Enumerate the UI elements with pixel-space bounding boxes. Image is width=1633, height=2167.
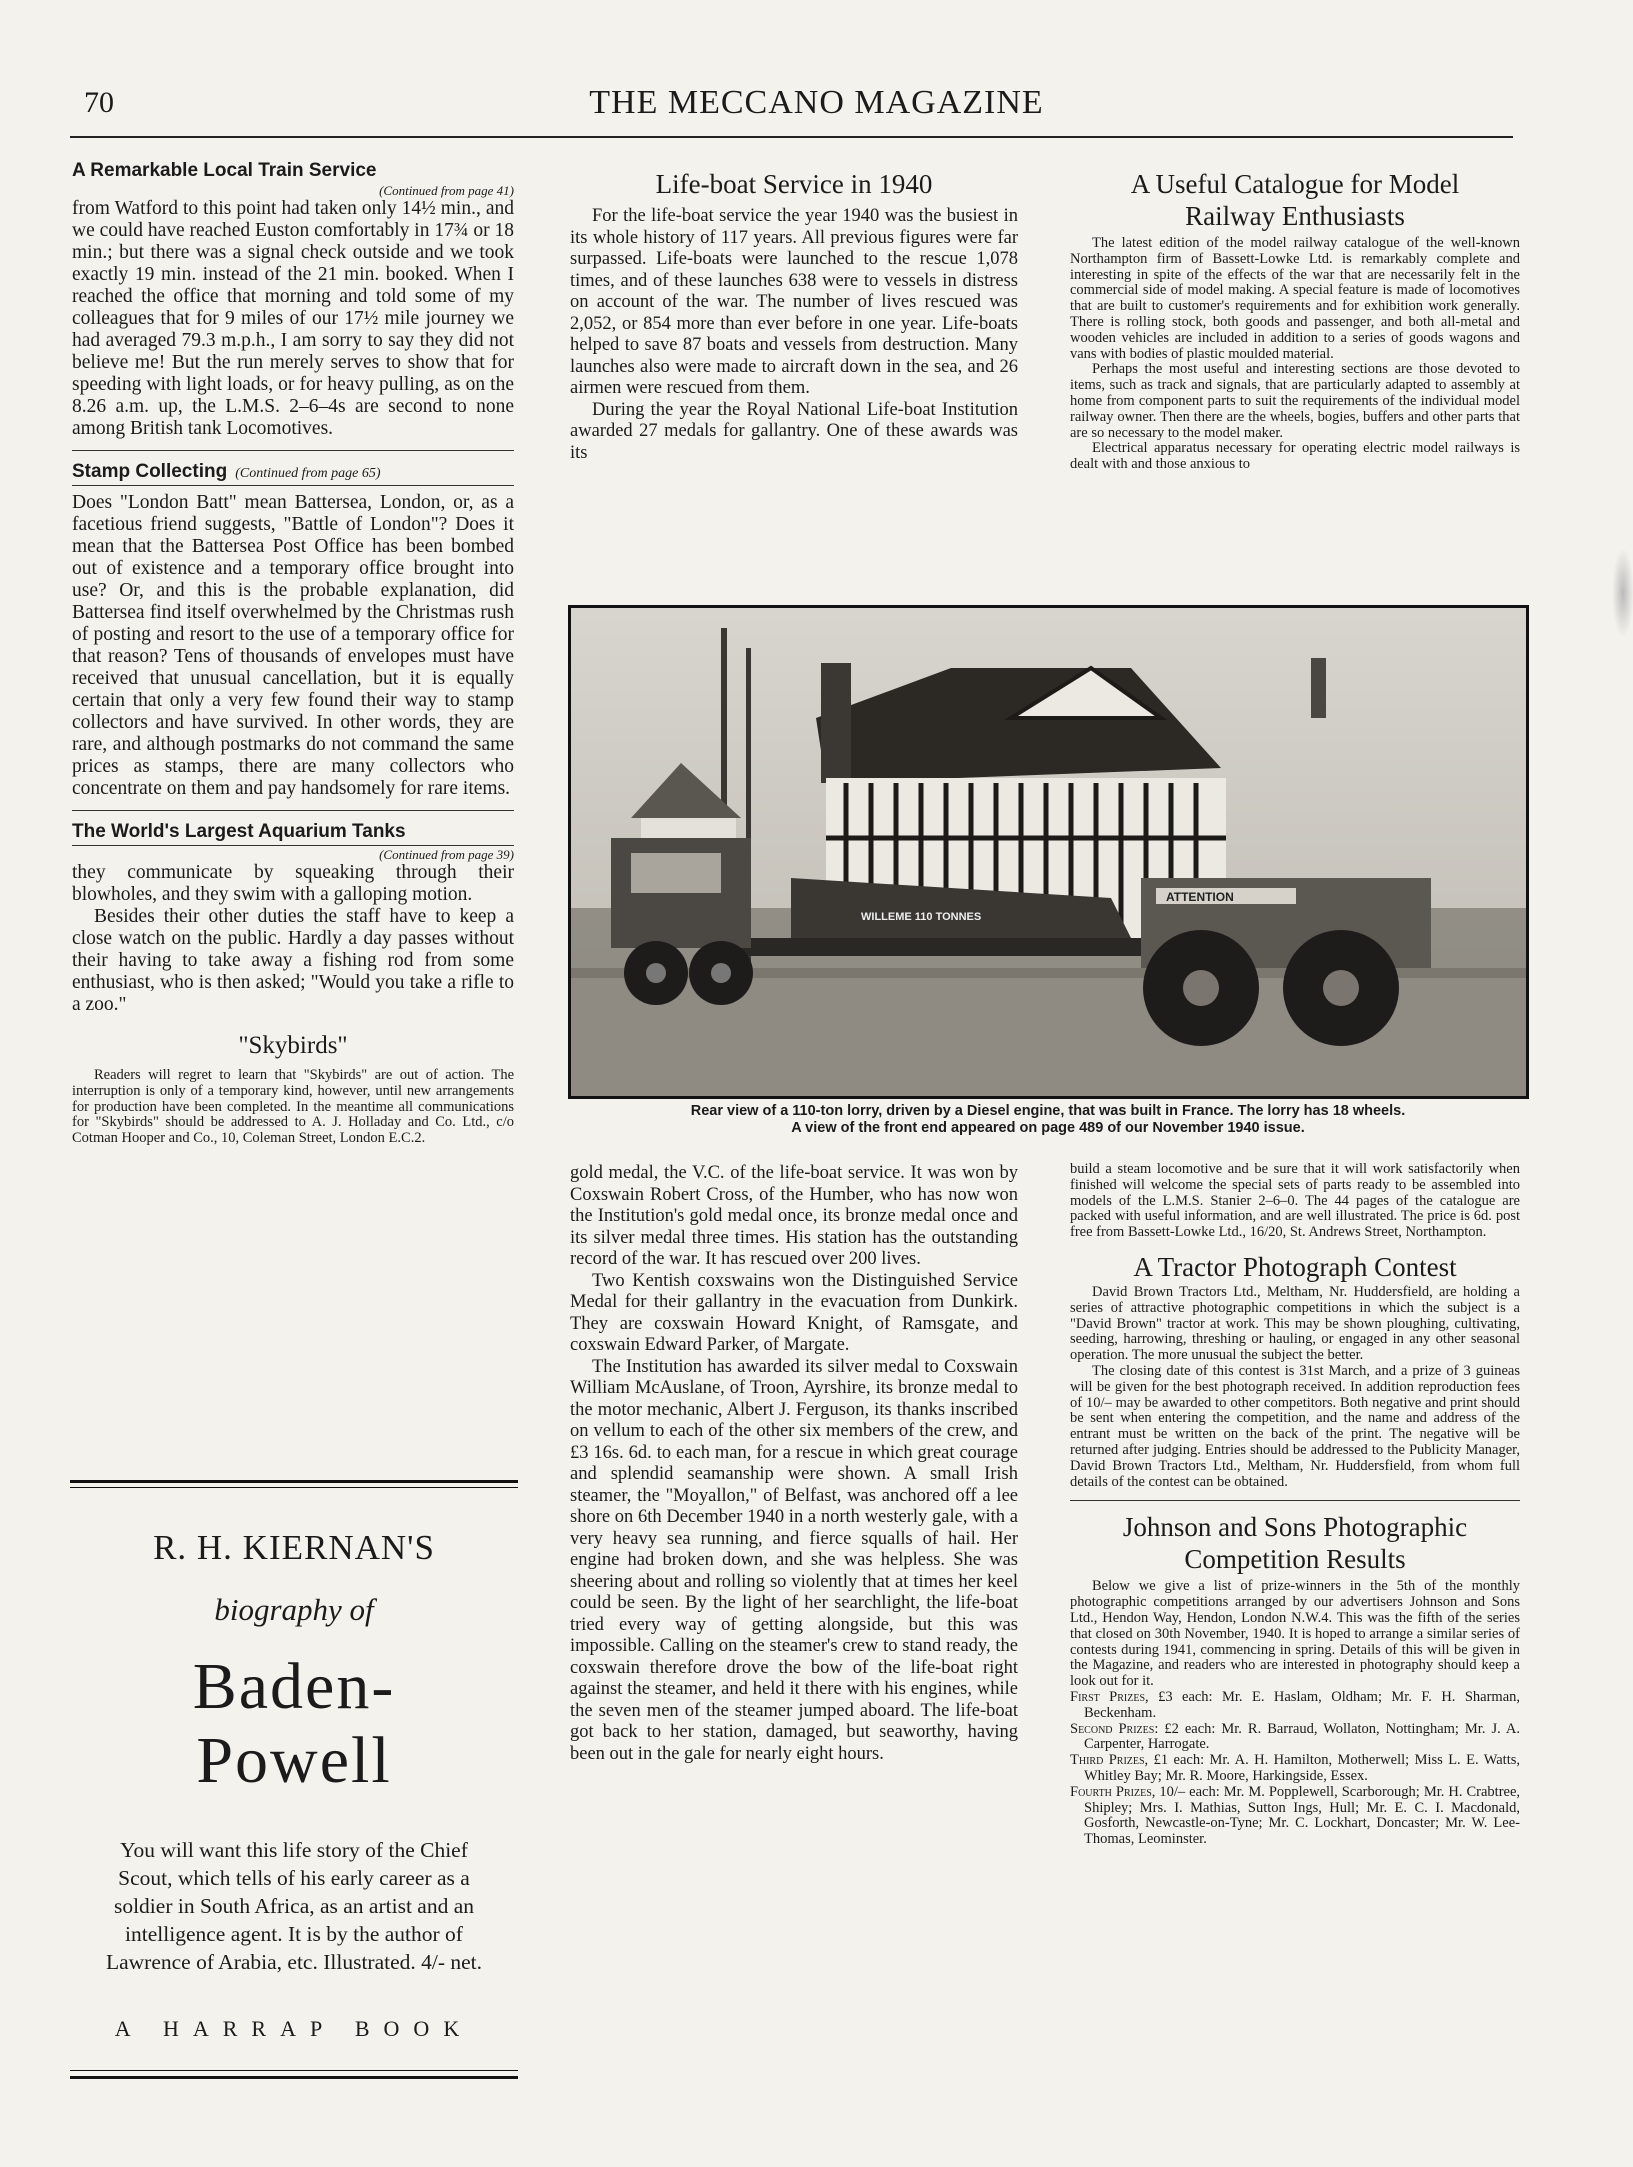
aquarium-title-rule [72,845,514,846]
train-service-continued: (Continued from page 41) [379,183,514,198]
advert-rule-bottom-thin [70,2070,518,2071]
aquarium-title: The World's Largest Aquarium Tanks [72,821,406,842]
aquarium-para-2: Besides their other duties the staff have to keep a close watch on the public. Hardly a day passes without their having to take away a fishing rod from some enthusiast, who is then asked; "Would you take a rifle to a zoo." [72,906,514,1015]
prize-text: 10/– each: Mr. M. Popplewell, Scarborough; Mr. H. Crabtree, Shipley; Mrs. I. Mathias, Sutton Ings, Hull; Mr. E. C. I. Macdonald, Gosforth, Newcastle-on-Tyne; Mr. C. Lockhart, Doncaster; Mr. W. Lee-Thomas, Leominster. [1084,1783,1521,1848]
aquarium-continued: (Continued from page 39) [379,847,514,862]
prize-label: Third Prizes, [1070,1752,1149,1769]
catalogue-article [1070,168,1520,473]
prize-label: Fourth Prizes, [1070,1783,1156,1800]
lifeboat-article-continued [570,1163,1018,1765]
lifeboat-para-1: For the life-boat service the year 1940 was the busiest in its whole history of 117 years. All previous figures were far surpassed. Life-boats were launched to the rescue 1,078 times, and of these launches 638 were to vessels in distress on account of the war. The number of lives rescued was 2,052, or 854 more than ever before in one year. Life-boats helped to save 87 boats and vessels from destruction. Many launches also were made to aircraft down in the sea, and 26 airmen were rescued from them. [570,206,1018,398]
stamp-collecting-title-text: Stamp Collecting [72,461,228,482]
prize-list [1070,1690,1520,1848]
lifeboat-para-4: Two Kentish coxswains won the Distinguished Service Medal for their gallantry in the evacuation from Dunkirk. They are coxswain Howard Knight, of Ramsgate, and coxswain Edward Parker, of Margate. [570,1270,1018,1355]
johnson-title-line2: Competition Results [1184,1544,1406,1575]
johnson-article [1070,1511,1520,1848]
page-number: 70 [84,86,114,119]
tractor-article [1070,1251,1520,1490]
johnson-title-line1: Johnson and Sons Photographic [1122,1512,1468,1543]
catalogue-para-4: build a steam locomotive and be sure that it will work satisfactorily when finished will welcome the special sets of parts ready to be assembled into models of the L.M.S. Stanier 2–6–0. The 44 pages of the catalogue are packed with useful information, and are well illustrated. The price is 6d. post free from Bassett-Lowke Ltd., 16/20, St. Andrews Street, Northampton. [1070,1161,1520,1241]
magazine-title: THE MECCANO MAGAZINE [589,84,1044,121]
section-divider [72,810,514,811]
advert-biography-label: biography of [214,1592,374,1627]
prize-entry [1070,1690,1520,1722]
skybirds-title: "Skybirds" [238,1032,348,1059]
left-column [72,160,514,1147]
photo-caption-line1: Rear view of a 110-ton lorry, driven by a Diesel engine, that was built in France. The lorry has 18 wheels. [690,1103,1406,1119]
catalogue-title-line2: Railway Enthusiasts [1185,201,1405,231]
catalogue-para-3: Electrical apparatus necessary for operating electric model railways is dealt with and those anxious to [1070,440,1520,473]
johnson-intro: Below we give a list of prize-winners in the 5th of the monthly photographic competitions arranged by our advertisers Johnson and Sons Ltd., Hendon Way, Hendon, London N.W.4. This was the fifth of the series that closed on 30th November, 1940. It is hoped to arrange a similar series of contests during 1941, commencing in spring. Details of this will be given in the Magazine, and readers who are interested in photography should keep a look out for it. [1070,1578,1520,1690]
lifeboat-title: Life-boat Service in 1940 [655,169,933,199]
photo-caption-line2: A view of the front end appeared on page 489 of our November 1940 issue. [791,1120,1305,1136]
prize-entry [1070,1785,1520,1848]
advert-subject-line1: Baden- [192,1650,396,1723]
advert-subject-line2: Powell [196,1724,392,1797]
catalogue-title-line1: A Useful Catalogue for Model [1130,169,1460,199]
skybirds-body: Readers will regret to learn that "Skybirds" are out of action. The interruption is only of a temporary kind, however, until new arrangements for production have been completed. In the meantime all communications for "Skybirds" should be addressed to A. J. Holladay and Co. Ltd., c/o Cotman Hooper and Co., 10, Coleman Street, London E.C.2. [72,1067,514,1147]
lifeboat-para-2: During the year the Royal National Life-boat Institution awarded 27 medals for gallantry. One of these awards was its [570,399,1018,463]
train-service-body: from Watford to this point had taken only 14½ min., and we could have reached Euston comfortably in 17¾ or 18 min.; but there was a signal check outside and we took exactly 19 min. instead of the 21 min. booked. When I reached the office that morning and told some of my colleagues that for 9 miles of our 17½ mile journey we had averaged 79.3 m.p.h., I am sorry to say they did not believe me! But the run merely serves to show that for speeding with light loads, or for heavy pulling, as on the 8.26 a.m. up, the L.M.S. 2–6–4s are second to none among British tank Locomotives. [72,198,514,439]
aquarium-para-1: they communicate by squeaking through their blowholes, and they swim with a galloping motion. [72,862,514,905]
prize-entry [1070,1753,1520,1785]
tractor-para-2: The closing date of this contest is 31st March, and a prize of 3 guineas will be given for the best photograph received. In addition reproduction fees of 10/– may be awarded to other competitors. Both negative and print should be sent when entering the competition, and the name and address of the entrant must be written on the back of the print. The negative will be returned after judging. Entries should be addressed to the Publicity Manager, David Brown Tractors Ltd., Meltham, Nr. Huddersfield, from whom full details of the contest can be obtained. [1070,1362,1520,1490]
section-divider [72,450,514,451]
right-column-lower [1070,1162,1520,1848]
lorry-photo-illustration [571,608,1526,1096]
prize-label: Second Prizes: [1070,1720,1159,1737]
tractor-title: A Tractor Photograph Contest [1133,1251,1457,1282]
lorry-side-text: WILLEME 110 TONNES [861,911,982,923]
advert-rule-top [70,1480,518,1483]
lifeboat-para-5: The Institution has awarded its silver medal to Coxswain William McAuslane, of Troon, Ayrshire, its bronze medal to the motor mechanic, Albert J. Ferguson, its thanks inscribed on vellum to each of the other six members of the crew, and £3 16s. 6d. to each man, for a rescue in which great courage and splendid seamanship were shown. A small Irish steamer, the "Moyallon," of Belfast, was anchored off a lee shore on 6th December 1940 in a north westerly gale, with a very heavy sea running, and fierce squalls of hail. Her engine had broken down, and she was helpless. She was sheering about and rolling so violently that at times her keel could be seen. By the light of her searchlight, the life-boat tried every way of getting alongside, but this was impossible. Calling on the steamer's crew to stand ready, the coxswain therefore drove the bow of the life-boat right against the steamer, and held it there with his engines, while the seven men of the steamer jumped aboard. The life-boat got back to her station, damaged, but seaworthy, having been out in the gale for nearly eight hours. [570,1356,1018,1764]
tractor-para-1: David Brown Tractors Ltd., Meltham, Nr. Huddersfield, are holding a series of attractive photographic competitions in which the subject is a "David Brown" tractor at work. This may be shown ploughing, cultivating, seeding, harrowing, threshing or hauling, or engaged in any other seasonal operation. The more unusual the subject the better. [1070,1283,1520,1364]
prize-label: First Prizes, [1070,1688,1149,1705]
stamp-collecting-article [72,461,514,800]
stamp-collecting-title [72,461,514,483]
lifeboat-article-top [570,168,1018,464]
train-service-article [72,160,514,440]
advert-rule-top-thin [70,1487,518,1488]
photo-caption [568,1103,1528,1137]
header-rule [70,136,1513,138]
prize-text: £3 each: Mr. E. Haslam, Oldham; Mr. F. H. Sharman, Beckenham. [1084,1688,1521,1721]
aquarium-article [72,821,514,1016]
skybirds-article [72,1030,514,1147]
lorry-photograph [568,605,1529,1099]
lifeboat-para-3: gold medal, the V.C. of the life-boat service. It was won by Coxswain Robert Cross, of the Humber, who has now won the Institution's gold medal once, its bronze medal once and its silver medal three times. His station has the outstanding record of the war. It has rescued over 200 lives. [570,1163,1018,1269]
catalogue-para-1: The latest edition of the model railway catalogue of the well-known Northampton firm of Bassett-Lowke Ltd. is remarkably complete and interesting in spite of the effects of the war that are necessarily felt in the commercial side of model making. A special feature is made of locomotives that are built to customer's requirements and for exhibition work generally. There is rolling stock, both goods and passenger, and both all-metal and wooden vehicles are included in addition to a series of goods wagons and vans with bodies of plastic moulded material. [1070,235,1520,362]
advert-author: R. H. KIERNAN'S [153,1528,435,1567]
advert-copy: You will want this life story of the Chief Scout, which tells of his early career as a soldier in South Africa, as an artist and an intelligence agent. It is by the author of Lawrence of Arabia, etc. Illustrated. 4/- net. [105,1838,483,1974]
prize-text: £2 each: Mr. R. Barraud, Wollaton, Nottingham; Mr. J. A. Carpenter, Harrogate. [1084,1720,1520,1753]
train-service-title: A Remarkable Local Train Service [72,160,377,181]
advert-rule-bottom [70,2076,518,2079]
stamp-collecting-continued: (Continued from page 65) [235,466,381,481]
page-mark [1612,548,1633,638]
prize-entry [1070,1722,1520,1754]
stamp-collecting-body: Does "London Batt" mean Battersea, London, or, as a facetious friend suggests, "Battle of London"? Does it mean that the Battersea Post Office has been bombed out of existence and a temporary office brought into use? Or, and this is the probable explanation, did Battersea find itself overwhelmed by the Christmas rush of posting and resort to the use of a temporary office for that reason? Tens of thousands of envelopes must have received that unusual cancellation, but it is equally certain that only a very few found their way to stamp collectors and have survived. In other words, they are rare, and although postmarks do not command the same prices as stamps, there are many collectors who concentrate on them and pay handsomely for rare items. [72,492,514,799]
catalogue-para-2: Perhaps the most useful and interesting sections are those devoted to items, such as track and signals, that are particularly adapted to assembly at home from component parts to suit the requirements of the individual model railway owner. Then there are the wheels, bogies, buffers and other parts that are so necessary to the model maker. [1070,361,1520,441]
lorry-sign-text: ATTENTION [1166,890,1234,904]
prize-text: £1 each: Mr. A. H. Hamilton, Motherwell; Miss L. E. Watts, Whitley Bay; Mr. R. Moore, Harkingside, Essex. [1084,1752,1521,1784]
stamp-title-rule [72,485,514,486]
section-divider [1070,1500,1520,1501]
advert-footer: A HARRAP BOOK [114,2016,474,2041]
book-advert [72,1520,516,2042]
